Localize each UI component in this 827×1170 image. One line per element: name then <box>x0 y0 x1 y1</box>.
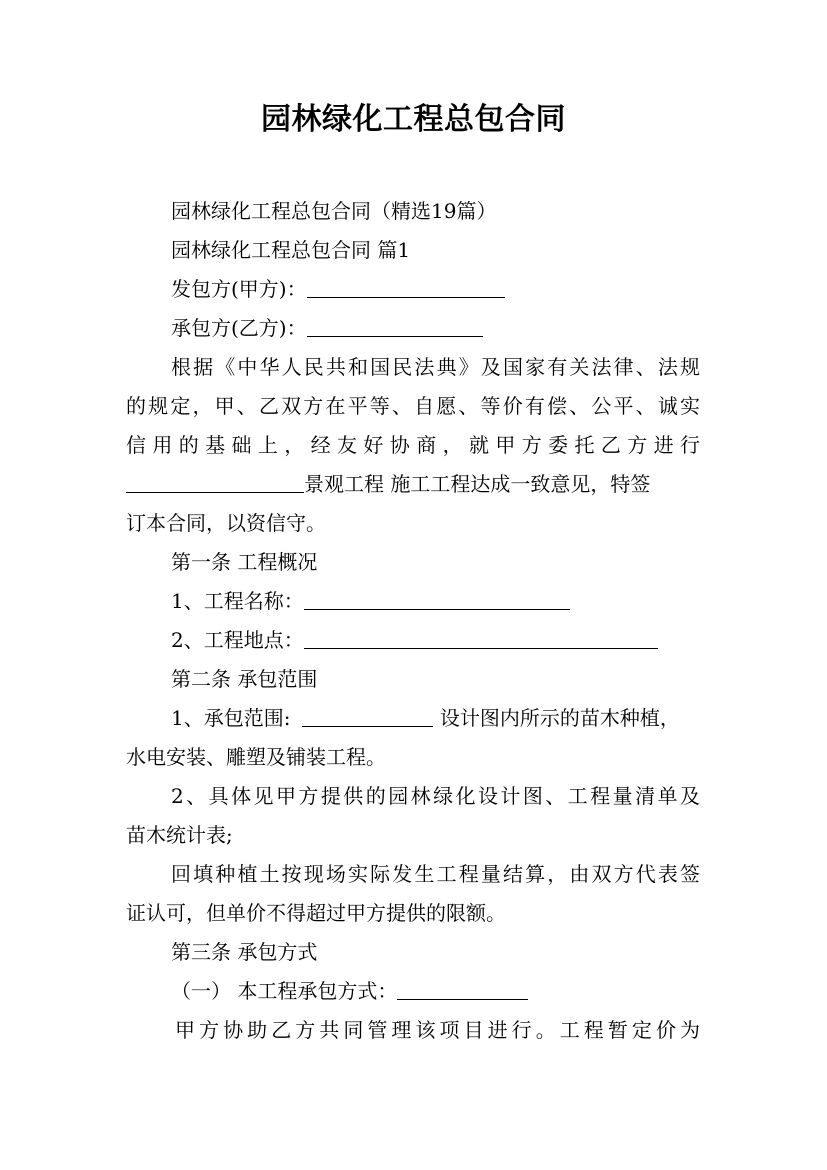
article-heading: 第一条 工程概况 <box>171 550 318 574</box>
subtitle-line: 园林绿化工程总包合同（精选19篇） <box>171 199 497 223</box>
scope-label: 1、承包范围: <box>171 706 291 730</box>
party-a-line <box>171 274 505 304</box>
party-b-label: 承包方(乙方)： <box>171 316 307 340</box>
party-b-line <box>171 313 483 343</box>
project-name-line <box>171 586 570 616</box>
paragraph-line: 订本合同，以资信守。 <box>126 511 326 535</box>
project-name-label: 1、工程名称： <box>171 589 304 613</box>
paragraph-line: 信用的基础上，经友好协商，就甲方委托乙方进行 <box>126 433 700 457</box>
paragraph-line: 水电安装、雕塑及铺装工程。 <box>126 745 386 769</box>
paragraph-line: 甲方协助乙方共同管理该项目进行。工程暂定价为 <box>175 1018 700 1042</box>
project-blank[interactable] <box>126 472 304 493</box>
paragraph-line: 2、具体见甲方提供的园林绿化设计图、工程量清单及 <box>171 784 700 808</box>
scope-text: 设计图内所示的苗木种植， <box>433 706 680 730</box>
paragraph-line: 回填种植土按现场实际发生工程量结算，由双方代表签 <box>171 862 700 886</box>
party-a-blank[interactable] <box>307 277 505 298</box>
project-location-blank[interactable] <box>304 628 658 649</box>
paragraph-line: 根据《中华人民共和国民法典》及国家有关法律、法规 <box>171 355 700 379</box>
party-a-label: 发包方(甲方)： <box>171 277 307 301</box>
paragraph-text: 景观工程 施工工程达成一致意见，特签 <box>304 472 651 496</box>
project-name-blank[interactable] <box>304 589 570 610</box>
paragraph-line: 证认可，但单价不得超过甲方提供的限额。 <box>126 901 506 925</box>
contract-method-label: （一） 本工程承包方式： <box>171 979 398 1003</box>
scope-blank[interactable] <box>302 706 433 727</box>
paragraph-line: 苗木统计表; <box>126 823 233 847</box>
article-heading: 第三条 承包方式 <box>171 940 318 964</box>
paragraph-line <box>126 469 650 499</box>
scope-line <box>171 703 680 733</box>
contract-method-line <box>171 976 528 1006</box>
party-b-blank[interactable] <box>307 316 483 337</box>
project-location-line <box>171 625 658 655</box>
paragraph-line: 的规定，甲、乙双方在平等、自愿、等价有偿、公平、诚实 <box>126 394 700 418</box>
project-location-label: 2、工程地点： <box>171 628 304 652</box>
section-heading: 园林绿化工程总包合同 篇1 <box>171 238 411 262</box>
article-heading: 第二条 承包范围 <box>171 667 318 691</box>
contract-method-blank[interactable] <box>397 979 528 1000</box>
document-title: 园林绿化工程总包合同 <box>261 102 566 137</box>
